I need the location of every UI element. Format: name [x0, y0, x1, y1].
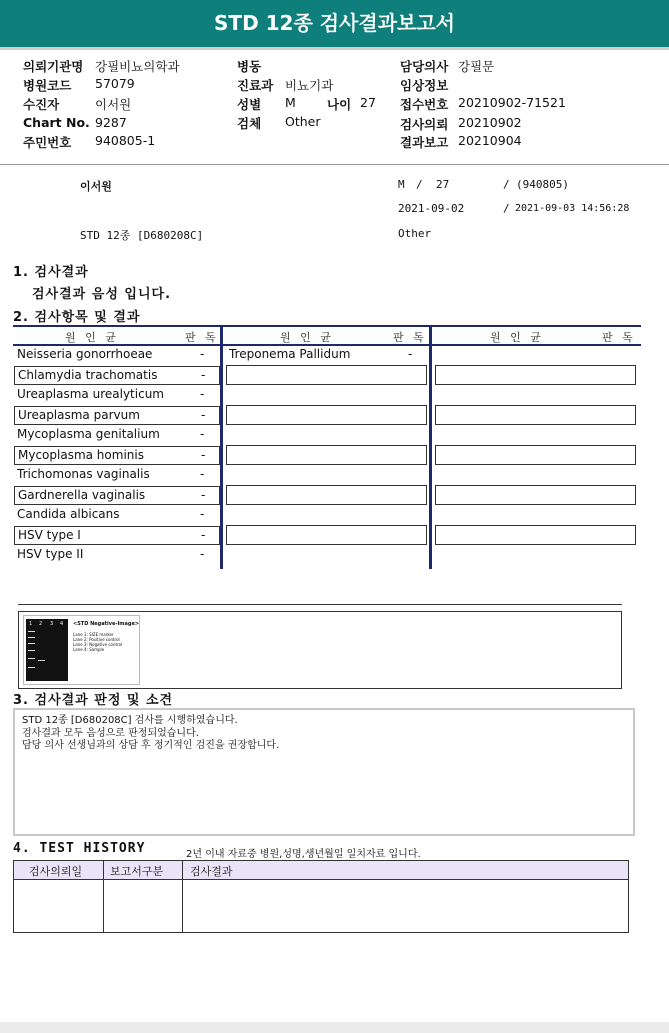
pathogen-name: Mycoplasma genitalium — [17, 427, 160, 441]
summary-sex: M — [398, 178, 405, 191]
empty-result-cell — [435, 485, 636, 505]
pathogen-name: Neisseria gonorrhoeae — [17, 347, 153, 361]
result-row — [226, 346, 426, 365]
summary-test-name: STD 12종 [D680208C] — [80, 229, 204, 242]
header-sex-label: 성별 — [237, 97, 262, 112]
summary-birth: (940805) — [516, 178, 569, 191]
header-chart-value: 9287 — [95, 115, 127, 130]
header-age-value: 27 — [360, 95, 376, 110]
result-row — [14, 506, 220, 525]
header-dept-value: 비뇨기과 — [285, 78, 334, 93]
pathogen-result: - — [201, 448, 206, 462]
pathogen-result: - — [201, 408, 206, 422]
marker-band — [28, 667, 35, 668]
pathogen-result: - — [200, 427, 205, 441]
gel-legend-line: Lane 1: SIZE marker — [73, 632, 114, 637]
gel-legend-line: Lane 3: Negative control — [73, 642, 123, 647]
summary-specimen: Other — [398, 227, 432, 240]
header-report-value: 20210904 — [458, 133, 522, 148]
column-divider-1 — [220, 327, 223, 569]
empty-result-cell — [226, 405, 427, 425]
result-row — [14, 526, 220, 545]
opinion-line: 담당 의사 선생님과의 상담 후 정기적인 검진을 권장합니다. — [22, 740, 280, 751]
header-doctor-value: 강필문 — [458, 59, 495, 74]
header-row-institution: 의뢰기관명 — [23, 59, 84, 74]
summary-date-report: 2021-09-03 14:56:28 — [515, 203, 630, 214]
gel-image — [23, 615, 140, 685]
history-table — [13, 860, 629, 933]
empty-result-cell — [226, 525, 427, 545]
history-col-header: 검사의뢰일 — [29, 865, 83, 878]
pathogen-name: Chlamydia trachomatis — [18, 368, 158, 382]
header-sex-value: M — [285, 95, 296, 110]
gel-legend-line: Lane 2: Positive control — [73, 637, 120, 642]
empty-result-cell — [435, 445, 636, 465]
header-age-label: 나이 — [327, 97, 352, 112]
lane-label: 4 — [60, 621, 64, 627]
pathogen-result: - — [200, 507, 205, 521]
opinion-box — [13, 708, 635, 836]
col1-header-result: 판 독 — [185, 331, 219, 344]
report-title: STD 12종 검사결과보고서 — [0, 0, 669, 47]
summary-date-request: 2021-09-02 — [398, 202, 465, 215]
empty-result-cell — [226, 485, 427, 505]
pathogen-result: - — [201, 368, 206, 382]
positive-band — [38, 660, 45, 661]
header-specimen-label: 검체 — [237, 116, 262, 131]
header-hospital-code-value: 57079 — [95, 76, 135, 91]
result-row — [14, 466, 220, 485]
pathogen-result: - — [201, 528, 206, 542]
empty-result-cell — [226, 365, 427, 385]
history-col-divider — [182, 861, 183, 932]
title-underline — [0, 47, 669, 50]
pathogen-result: - — [200, 347, 205, 361]
section-2-heading: 2. 검사항목 및 결과 — [13, 310, 141, 325]
section-4-heading: 4. TEST HISTORY — [13, 841, 146, 856]
marker-band — [28, 658, 35, 659]
pathogen-result: - — [200, 387, 205, 401]
result-row — [14, 546, 220, 565]
empty-result-cell — [435, 405, 636, 425]
pathogen-name: Trichomonas vaginalis — [17, 467, 150, 481]
result-message: 검사결과 음성 입니다. — [32, 287, 172, 302]
empty-result-cell — [435, 365, 636, 385]
pathogen-result: - — [200, 467, 205, 481]
history-table-header — [14, 861, 628, 880]
section-1-heading: 1. 검사결과 — [13, 265, 89, 280]
header-clinical-label: 임상정보 — [400, 78, 449, 93]
header-specimen-value: Other — [285, 114, 321, 129]
gel-top-line — [18, 604, 622, 605]
summary-slash-1: / — [416, 178, 423, 191]
result-row — [14, 446, 220, 465]
header-patient-value: 이서원 — [95, 97, 132, 112]
summary-name: 이서원 — [80, 180, 112, 193]
summary-age: 27 — [436, 178, 450, 191]
marker-band — [28, 637, 35, 638]
header-request-value: 20210902 — [458, 115, 522, 130]
marker-band — [28, 643, 35, 644]
result-row — [14, 406, 220, 425]
result-row — [14, 366, 220, 385]
header-divider — [0, 164, 669, 165]
history-note: 2년 이내 자료중 병원,성명,생년월일 일치자료 입니다. — [186, 849, 421, 860]
pathogen-name: Treponema Pallidum — [229, 347, 351, 361]
header-patient-label: 수진자 — [23, 97, 60, 112]
pathogen-name: Ureaplasma urealyticum — [17, 387, 164, 401]
gel-title: <STD Negative-Image> — [73, 621, 140, 627]
header-report-label: 결과보고 — [400, 135, 449, 150]
page-bottom-strip — [0, 1022, 669, 1033]
result-row — [14, 426, 220, 445]
history-col-header: 검사결과 — [190, 865, 233, 878]
opinion-line: STD 12종 [D680208C] 검사를 시행하였습니다. — [22, 715, 238, 726]
summary-slash-2: / — [503, 178, 510, 191]
lane-label: 3 — [50, 621, 54, 627]
empty-result-cell — [435, 525, 636, 545]
table-top-line — [13, 325, 641, 327]
gel-lanes-panel — [26, 619, 68, 681]
pathogen-name: Gardnerella vaginalis — [18, 488, 146, 502]
opinion-line: 검사결과 모두 음성으로 판정되었습니다. — [22, 727, 199, 739]
marker-band — [28, 650, 35, 651]
result-row — [14, 346, 220, 365]
header-ward-label: 병동 — [237, 59, 262, 74]
header-id-value: 940805-1 — [95, 133, 156, 148]
column-divider-2 — [429, 327, 432, 569]
pathogen-result: - — [201, 488, 206, 502]
section-3-heading: 3. 검사결과 판정 및 소견 — [13, 693, 174, 708]
col3-header-pathogen: 원 인 균 — [490, 331, 544, 344]
col3-header-result: 판 독 — [602, 331, 636, 344]
col2-header-result: 판 독 — [393, 331, 427, 344]
col2-header-pathogen: 원 인 균 — [280, 331, 334, 344]
gel-legend-line: Lane 4: Sample — [73, 647, 105, 652]
pathogen-name: HSV type I — [18, 528, 81, 542]
pathogen-name: HSV type II — [17, 547, 84, 561]
header-id-label: 주민번호 — [23, 135, 72, 150]
result-row — [14, 386, 220, 405]
header-doctor-label: 담당의사 — [400, 59, 449, 74]
header-receipt-value: 20210902-71521 — [458, 95, 566, 110]
empty-result-cell — [226, 445, 427, 465]
pathogen-name: Mycoplasma hominis — [18, 448, 144, 462]
col1-header-pathogen: 원 인 균 — [65, 331, 119, 344]
header-receipt-label: 접수번호 — [400, 97, 449, 112]
header-hospital-code-label: 병원코드 — [23, 78, 72, 93]
pathogen-name: Ureaplasma parvum — [18, 408, 140, 422]
header-request-label: 검사의뢰 — [400, 117, 449, 132]
history-col-divider — [103, 861, 104, 932]
pathogen-name: Candida albicans — [17, 507, 120, 521]
pathogen-result: - — [408, 347, 413, 361]
header-chart-label: Chart No. — [23, 115, 90, 130]
header-institution-value: 강필비뇨의학과 — [95, 59, 180, 74]
header-dept-label: 진료과 — [237, 78, 274, 93]
lane-label: 2 — [39, 621, 43, 627]
marker-band — [28, 631, 35, 632]
lane-label: 1 — [29, 621, 33, 627]
summary-slash-3: / — [503, 202, 510, 215]
pathogen-result: - — [200, 547, 205, 561]
result-row — [14, 486, 220, 505]
history-col-header: 보고서구분 — [110, 865, 164, 878]
